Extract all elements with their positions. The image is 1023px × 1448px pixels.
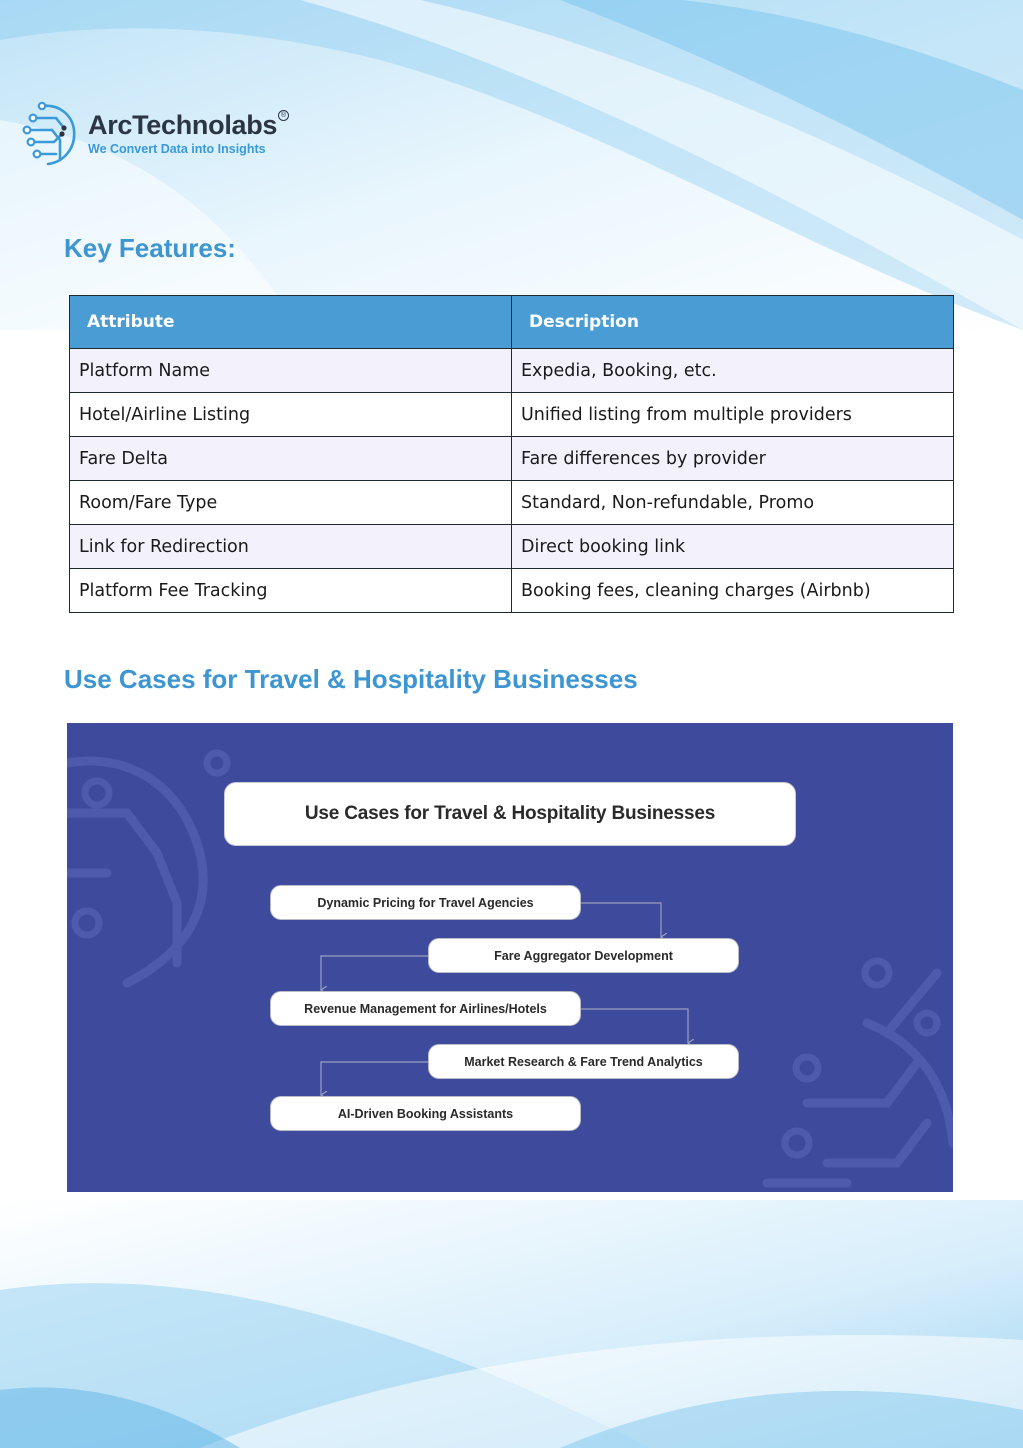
description-cell: Booking fees, cleaning charges (Airbnb)	[512, 569, 954, 613]
description-cell: Unified listing from multiple providers	[512, 393, 954, 437]
description-cell: Direct booking link	[512, 525, 954, 569]
use-cases-diagram	[67, 723, 953, 1192]
brand-tagline: We Convert Data into Insights	[88, 142, 266, 156]
use-case-step: Fare Aggregator Development	[428, 938, 739, 973]
table-row	[70, 569, 954, 613]
column-header-attribute: Attribute	[70, 296, 512, 349]
attribute-cell: Room/Fare Type	[70, 481, 512, 525]
brand-name: ArcTechnolabs	[88, 110, 278, 140]
attribute-cell: Platform Name	[70, 349, 512, 393]
use-case-step: AI-Driven Booking Assistants	[270, 1096, 581, 1131]
diagram-title: Use Cases for Travel & Hospitality Businesses	[224, 782, 796, 846]
use-case-step: Dynamic Pricing for Travel Agencies	[270, 885, 581, 920]
attribute-cell: Fare Delta	[70, 437, 512, 481]
attribute-cell: Link for Redirection	[70, 525, 512, 569]
brand-logo	[22, 100, 302, 174]
key-features-table	[69, 295, 954, 613]
circuit-brain-icon	[22, 100, 82, 172]
description-cell: Standard, Non-refundable, Promo	[512, 481, 954, 525]
use-case-step: Revenue Management for Airlines/Hotels	[270, 991, 581, 1026]
attribute-cell: Platform Fee Tracking	[70, 569, 512, 613]
description-cell: Expedia, Booking, etc.	[512, 349, 954, 393]
use-cases-heading: Use Cases for Travel & Hospitality Businesses	[64, 664, 638, 694]
table-row	[70, 393, 954, 437]
registered-mark: ®	[278, 110, 289, 121]
use-case-step: Market Research & Fare Trend Analytics	[428, 1044, 739, 1079]
table-row	[70, 525, 954, 569]
description-cell: Fare differences by provider	[512, 437, 954, 481]
key-features-heading: Key Features:	[64, 233, 236, 263]
table-row	[70, 349, 954, 393]
column-header-description: Description	[512, 296, 954, 349]
table-header-row	[70, 296, 954, 349]
attribute-cell: Hotel/Airline Listing	[70, 393, 512, 437]
table-row	[70, 481, 954, 525]
table-row	[70, 437, 954, 481]
